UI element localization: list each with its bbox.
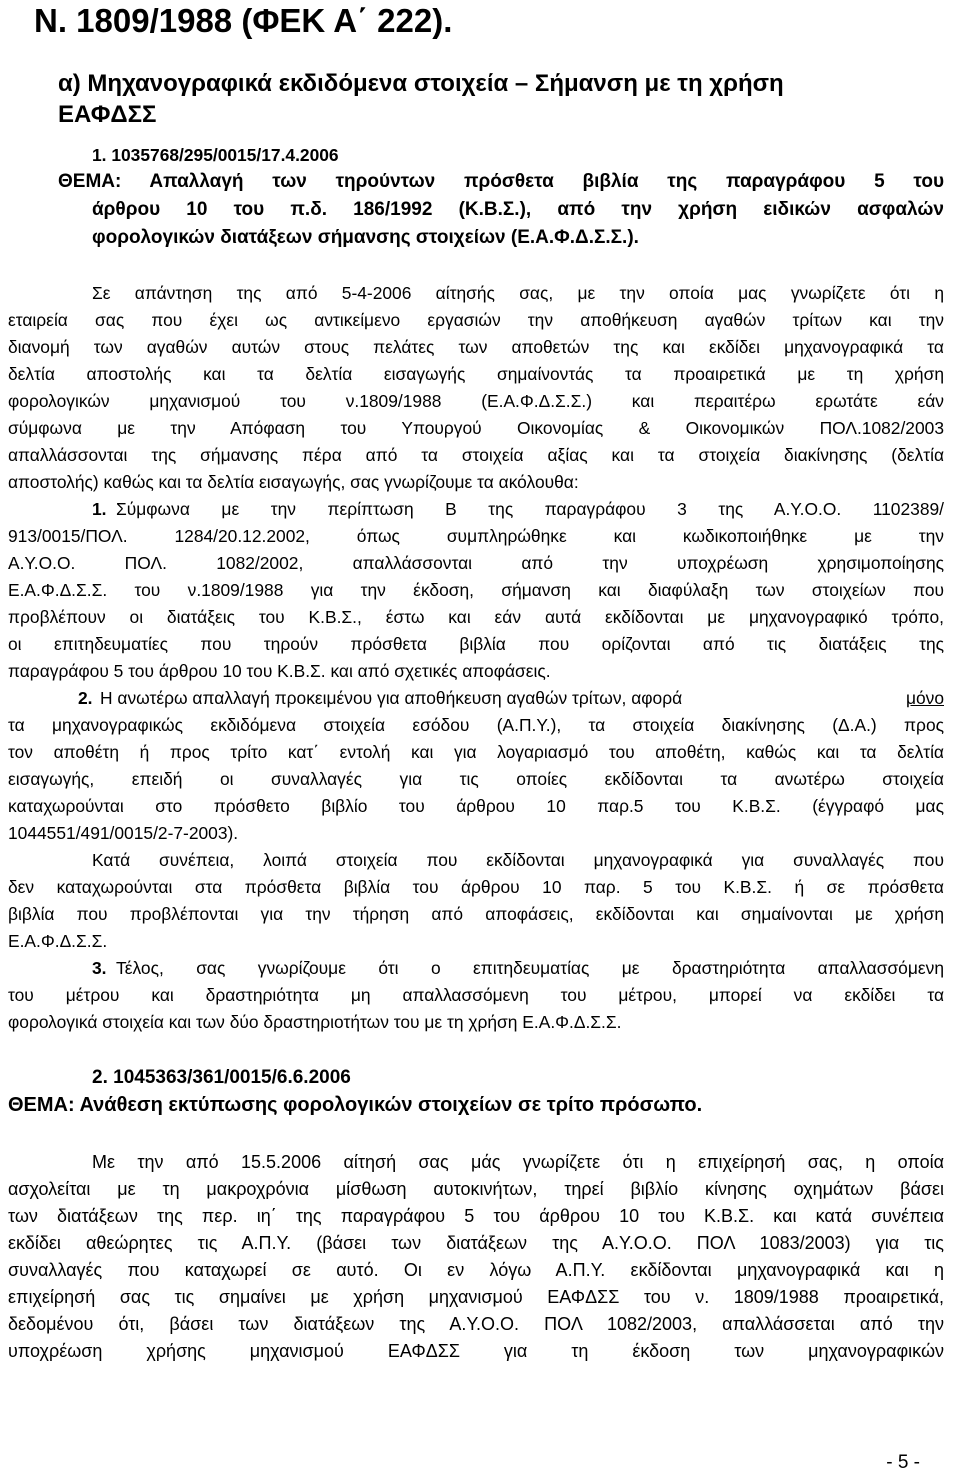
point-2-line-2: τα μηχανογραφικώς εκδιδόμενα στοιχεία εσόδου (Α.Π.Υ.), τα στοιχεία διακίνησης (Δ.Α.) προς bbox=[8, 715, 944, 735]
section-heading-line-2: ΕΑΦΔΣΣ bbox=[58, 101, 157, 128]
item-1-body-line-6: σύμφωνα με την Απόφαση του Υπουργού Οικονομίας & Οικονομικών ΠΟΛ.1082/2003 bbox=[8, 418, 944, 438]
item-1-body-line-8: αποστολής) καθώς και τα δελτία εισαγωγής, σας γνωρίζουμε τα ακόλουθα: bbox=[8, 472, 579, 492]
item-1-body-line-7: απαλλάσσονται της σήμανσης πέρα από τα στοιχεία αξίας και τα στοιχεία διακίνησης (δελτία bbox=[8, 445, 944, 465]
item-1-body-line-2: εταιρεία σας που έχει ως αντικείμενο εργασιών την αποθήκευση αγαθών τρίτων και την bbox=[8, 310, 944, 330]
item-2-number: 2. 1045363/361/0015/6.6.2006 bbox=[92, 1067, 351, 1088]
item-1-body-line-1: Σε απάντηση της από 5-4-2006 αίτησής σας, με την οποία μας γνωρίζετε ότι η bbox=[92, 283, 944, 303]
point-2-line-6: 1044551/491/0015/2-7-2003). bbox=[8, 823, 239, 843]
consequence-line-2: δεν καταχωρούνται στα πρόσθετα βιβλία του άρθρου 10 παρ. 5 του Κ.Β.Σ. ή σε πρόσθετα bbox=[8, 877, 944, 897]
point-3-line-3: φορολογικά στοιχεία και των δύο δραστηριοτήτων του με τη χρήση Ε.Α.Φ.Δ.Σ.Σ. bbox=[8, 1012, 622, 1032]
item-1-subject-line-3: φορολογικών διατάξεων σήμανσης στοιχείων (Ε.Α.Φ.Δ.Σ.Σ.). bbox=[92, 227, 639, 248]
item-1-subject-line-2: άρθρου 10 του π.δ. 186/1992 (Κ.Β.Σ.), από την χρήση ειδικών ασφαλών bbox=[92, 199, 944, 220]
point-3-line-2: του μέτρου και δραστηριότητα μη απαλλασσόμενη του μέτρου, μπορεί να εκδίδει τα bbox=[8, 985, 944, 1005]
point-2-line-3: τον αποθέτη ή προς τρίτο κατ΄ εντολή και για λογαριασμό του αποθέτη, καθώς και τα δελτία bbox=[8, 742, 944, 762]
page-number: - 5 - bbox=[886, 1452, 920, 1473]
item-2-body-line-8: υποχρέωση χρήσης μηχανισμού ΕΑΦΔΣΣ για τη έκδοση των μηχανογραφικών bbox=[8, 1341, 944, 1361]
consequence-line-4: Ε.Α.Φ.Δ.Σ.Σ. bbox=[8, 931, 108, 951]
item-1-body-line-3: διανομή των αγαθών αυτών στους πελάτες των αποθετών της και εκδίδει μηχανογραφικά τα bbox=[8, 337, 944, 357]
point-1-line-5: προβλέπουν οι διατάξεις του Κ.Β.Σ., έστω και εάν αυτά εκδίδονται με μηχανογραφικό τρόπο, bbox=[8, 607, 944, 627]
item-2-body-line-2: ασχολείται με τη μακροχρόνια μίσθωση αυτοκινήτων, τηρεί βιβλίο κίνησης οχημάτων βάσει bbox=[8, 1179, 944, 1199]
document-title: Ν. 1809/1988 (ΦΕΚ Α΄ 222). bbox=[34, 2, 453, 39]
item-2-body-line-1: Με την από 15.5.2006 αίτησή σας μάς γνωρίζετε ότι η επιχείρησή σας, η οποία bbox=[92, 1152, 944, 1172]
point-2-underlined-word: μόνο bbox=[905, 688, 944, 708]
item-1-body-line-4: δελτία αποστολής και τα δελτία εισαγωγής σημαίνοντάς τα προαιρετικά με τη χρήση bbox=[8, 364, 944, 384]
point-1-line-7: παραγράφου 5 του άρθρου 10 του Κ.Β.Σ. και από σχετικές αποφάσεις. bbox=[8, 661, 551, 681]
point-1-line-6: οι επιτηδευματίες που τηρούν πρόσθετα βιβλία που ορίζονται από τις διατάξεις της bbox=[8, 634, 944, 654]
section-heading-line-1: α) Μηχανογραφικά εκδιδόμενα στοιχεία – Σήμανση με τη χρήση bbox=[58, 70, 784, 97]
point-2-line-5: καταχωρούνται στο πρόσθετο βιβλίο του άρθρου 10 παρ.5 του Κ.Β.Σ. (έγγραφό μας bbox=[8, 796, 944, 816]
item-1-number: 1. 1035768/295/0015/17.4.2006 bbox=[92, 145, 339, 165]
item-2-body-line-4: εκδίδει αθεώρητες τις Α.Π.Υ. (βάσει των διατάξεων της Α.Υ.Ο.Ο. ΠΟΛ 1083/2003) για τις bbox=[8, 1233, 944, 1253]
point-1-line-2: 913/0015/ΠΟΛ. 1284/20.12.2002, όπως συμπληρώθηκε και κωδικοποιήθηκε με την bbox=[8, 526, 944, 546]
point-2-line-1-text: Η ανωτέρω απαλλαγή προκειμένου για αποθήκευση αγαθών τρίτων, αφορά bbox=[100, 688, 683, 708]
point-1-number: 1. bbox=[92, 499, 107, 519]
point-1-line-3: Α.Υ.Ο.Ο. ΠΟΛ. 1082/2002, απαλλάσσονται από την υποχρέωση χρησιμοποίησης bbox=[8, 553, 944, 573]
point-3-number: 3. bbox=[92, 958, 107, 978]
item-1-subject-line-1: ΘΕΜΑ: Απαλλαγή των τηρούντων πρόσθετα βιβλία της παραγράφου 5 του bbox=[58, 171, 944, 192]
point-3-line-1: Τέλος, σας γνωρίζουμε ότι ο επιτηδευματίας με δραστηριότητα απαλλασσόμενη bbox=[116, 958, 944, 978]
item-2-body-line-6: επιχείρησή σας τις σημαίνει με χρήση μηχανισμού ΕΑΦΔΣΣ του ν. 1809/1988 προαιρετικά, bbox=[8, 1287, 944, 1307]
item-2-subject: ΘΕΜΑ: Ανάθεση εκτύπωσης φορολογικών στοιχείων σε τρίτο πρόσωπο. bbox=[8, 1094, 703, 1116]
consequence-line-1: Κατά συνέπεια, λοιπά στοιχεία που εκδίδονται μηχανογραφικά για συναλλαγές που bbox=[92, 850, 944, 870]
consequence-line-3: βιβλία που προβλέπονται για την τήρηση από αποφάσεις, εκδίδονται και σημαίνονται με χρήση bbox=[8, 904, 944, 924]
item-1-body-line-5: φορολογικών μηχανισμού του ν.1809/1988 (Ε.Α.Φ.Δ.Σ.Σ.) και περαιτέρω ερωτάτε εάν bbox=[8, 391, 944, 411]
point-2-line-4: εισαγωγής, επειδή οι συναλλαγές για τις οποίες εκδίδονται τα ανωτέρω στοιχεία bbox=[8, 769, 944, 789]
item-2-body-line-5: συναλλαγές που καταχωρεί σε αυτό. Οι εν λόγω Α.Π.Υ. εκδίδονται μηχανογραφικά και η bbox=[8, 1260, 944, 1280]
point-2-number: 2. bbox=[78, 688, 93, 708]
point-1-line-1: Σύμφωνα με την περίπτωση Β της παραγράφου 3 της Α.Υ.Ο.Ο. 1102389/ bbox=[116, 499, 944, 519]
item-2-body-line-3: των διατάξεων της περ. ιη΄ της παραγράφου 5 του άρθρου 10 του Κ.Β.Σ. και κατά συνέπεια bbox=[8, 1206, 944, 1226]
item-2-body-line-7: δεδομένου ότι, βάσει των διατάξεων της Α.Υ.Ο.Ο. ΠΟΛ 1082/2003, απαλλάσσεται από την bbox=[8, 1314, 944, 1334]
point-2-line-1 bbox=[100, 688, 944, 708]
point-1-line-4: Ε.Α.Φ.Δ.Σ.Σ. του ν.1809/1988 για την έκδοση, σήμανση και διαφύλαξη των στοιχείων που bbox=[8, 580, 944, 600]
